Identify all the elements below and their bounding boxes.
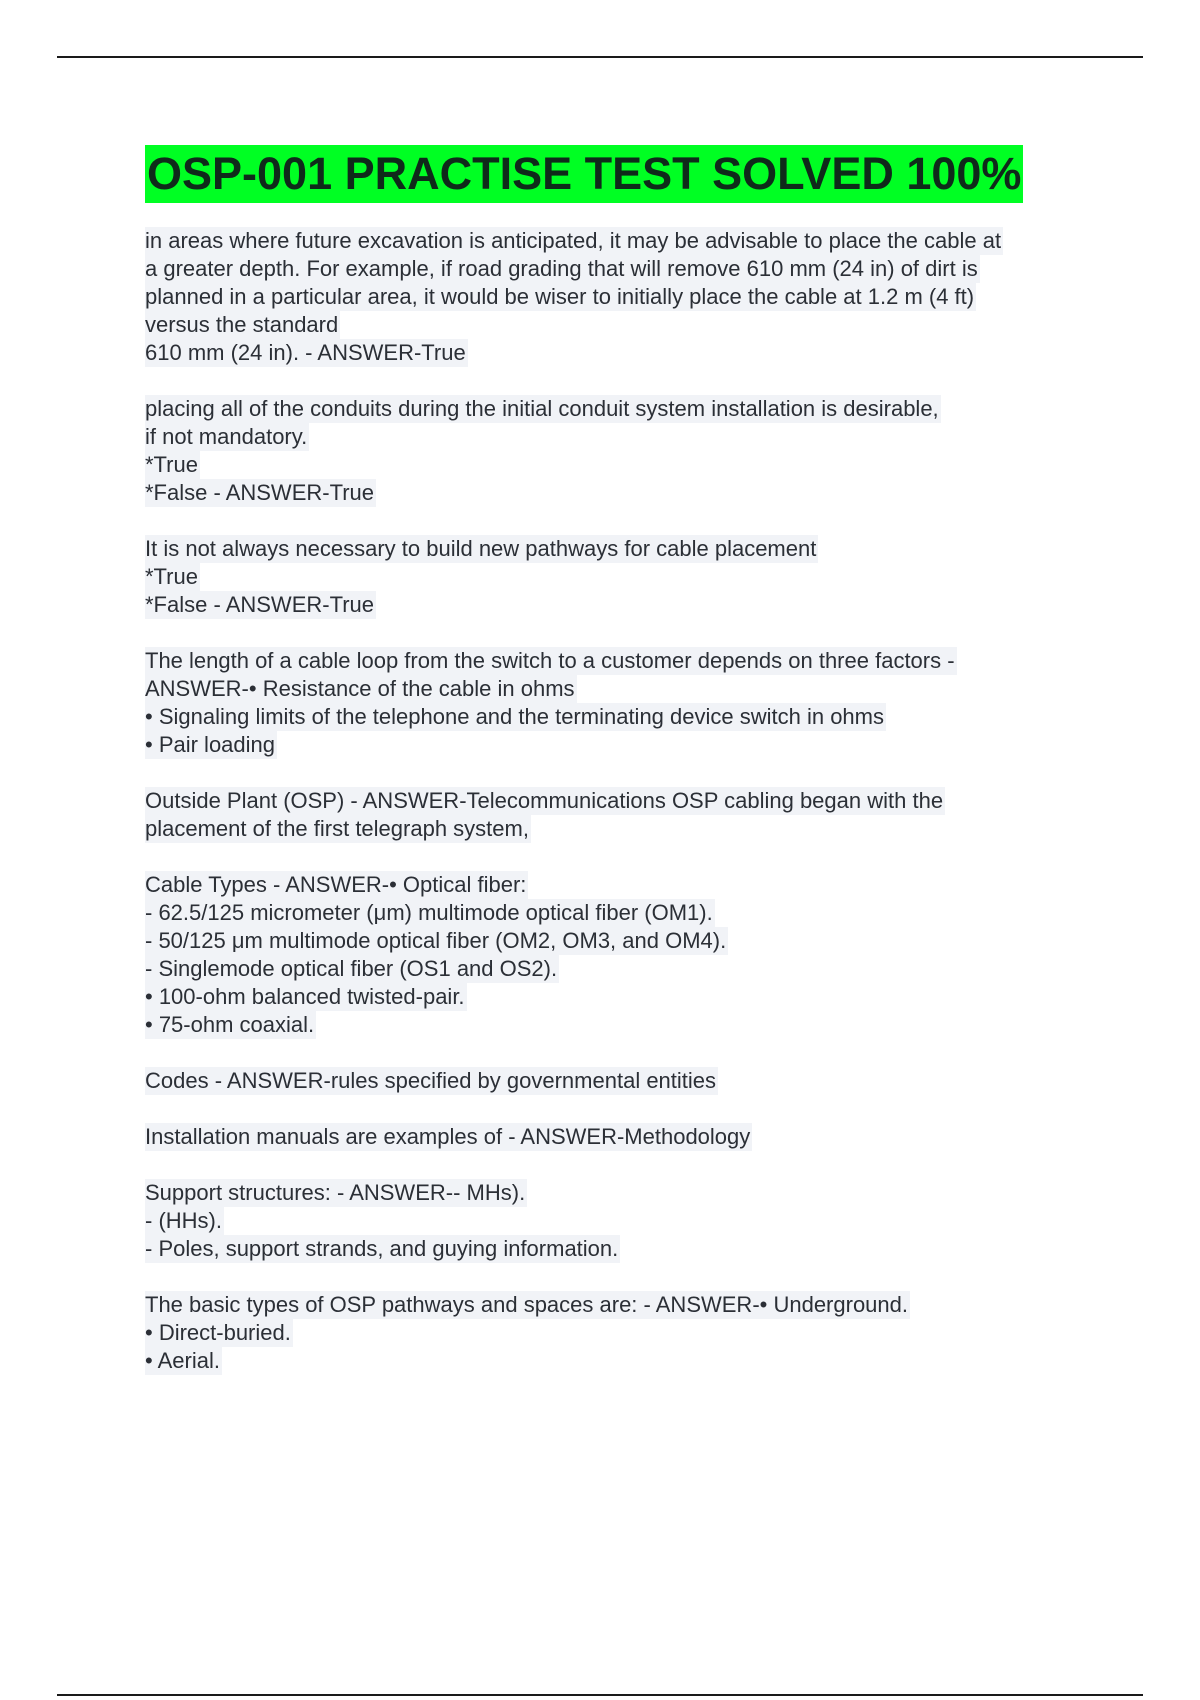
qa-line: if not mandatory. [145, 424, 308, 449]
qa-item [145, 1067, 1095, 1095]
qa-line: The basic types of OSP pathways and spaces are: - ANSWER-• Underground. [145, 1292, 908, 1317]
qa-line: - 62.5/125 micrometer (μm) multimode optical fiber (OM1). [145, 900, 713, 925]
qa-item [145, 647, 1095, 759]
qa-line: planned in a particular area, it would be wiser to initially place the cable at 1.2 m (4 ft) [145, 284, 975, 309]
page-title: OSP-001 PRACTISE TEST SOLVED 100% [145, 145, 1023, 203]
qa-item [145, 1179, 1095, 1263]
qa-item [145, 395, 1095, 507]
qa-line: versus the standard [145, 312, 339, 337]
qa-line: in areas where future excavation is anticipated, it may be advisable to place the cable at [145, 228, 1002, 253]
qa-line: • 75-ohm coaxial. [145, 1012, 315, 1037]
qa-line: Installation manuals are examples of - ANSWER-Methodology [145, 1124, 751, 1149]
qa-list [145, 227, 1095, 1375]
page-content [145, 145, 1095, 1403]
qa-line: *False - ANSWER-True [145, 480, 375, 505]
qa-line: ANSWER-• Resistance of the cable in ohms [145, 676, 575, 701]
qa-line: placement of the first telegraph system, [145, 816, 529, 841]
qa-line: Outside Plant (OSP) - ANSWER-Telecommunications OSP cabling began with the [145, 788, 944, 813]
qa-line: - (HHs). [145, 1208, 222, 1233]
qa-line: - 50/125 μm multimode optical fiber (OM2, OM3, and OM4). [145, 928, 727, 953]
qa-line: - Poles, support strands, and guying information. [145, 1236, 619, 1261]
qa-line: • Direct-buried. [145, 1320, 291, 1345]
top-rule [57, 56, 1143, 58]
qa-line: - Singlemode optical fiber (OS1 and OS2). [145, 956, 558, 981]
qa-line: placing all of the conduits during the initial conduit system installation is desirable, [145, 396, 939, 421]
qa-line: • Signaling limits of the telephone and the terminating device switch in ohms [145, 704, 884, 729]
qa-line: 610 mm (24 in). - ANSWER-True [145, 340, 466, 365]
qa-line: The length of a cable loop from the switch to a customer depends on three factors - [145, 648, 955, 673]
qa-item [145, 1123, 1095, 1151]
qa-line: Cable Types - ANSWER-• Optical fiber: [145, 872, 527, 897]
qa-line: Codes - ANSWER-rules specified by governmental entities [145, 1068, 717, 1093]
qa-line: a greater depth. For example, if road grading that will remove 610 mm (24 in) of dirt is [145, 256, 978, 281]
bottom-rule [57, 1694, 1143, 1696]
qa-item [145, 227, 1095, 367]
qa-line: • 100-ohm balanced twisted-pair. [145, 984, 465, 1009]
qa-line: *True [145, 452, 198, 477]
qa-line: *True [145, 564, 198, 589]
qa-line: • Pair loading [145, 732, 276, 757]
qa-line: *False - ANSWER-True [145, 592, 375, 617]
qa-line: Support structures: - ANSWER-- MHs). [145, 1180, 526, 1205]
qa-item [145, 1291, 1095, 1375]
qa-line: • Aerial. [145, 1348, 220, 1373]
qa-line: It is not always necessary to build new pathways for cable placement [145, 536, 817, 561]
qa-item [145, 787, 1095, 843]
qa-item [145, 871, 1095, 1039]
qa-item [145, 535, 1095, 619]
